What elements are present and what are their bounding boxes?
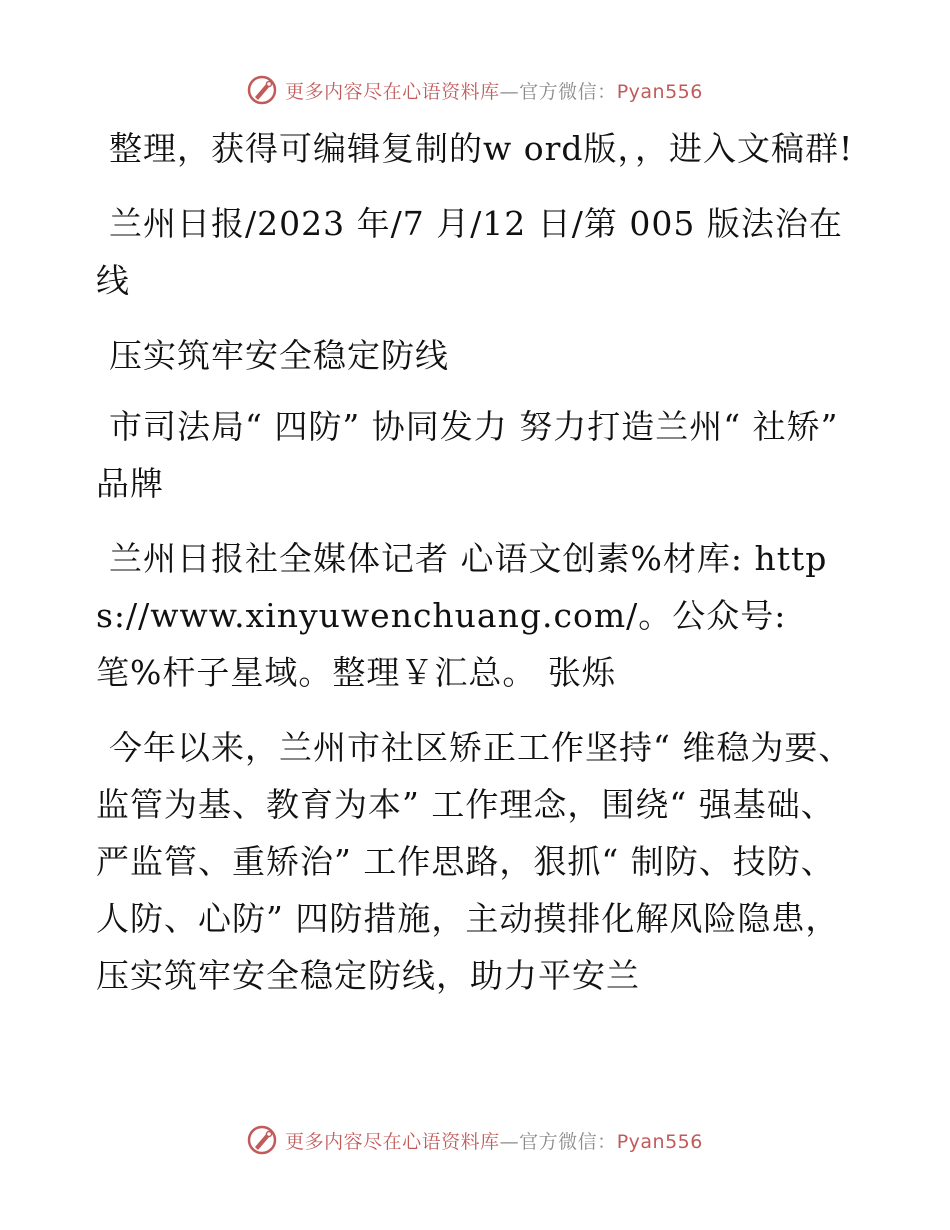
paragraph-byline: 兰州日报社全媒体记者 心语文创素%材库: https://www.xinyuwenchuang.com/。公众号: 笔%杆子星域。整理￥汇总。 张烁 xyxy=(96,539,828,692)
header-banner-account: Pyan556 xyxy=(616,80,703,103)
paragraph-body: 今年以来，兰州市社区矫正工作坚持“ 维稳为要、监管为基、教育为本” 工作理念，围绕“ 强基础、严监管、重矫治” 工作思路，狠抓“ 制防、技防、人防、心防” 四防措施，主动摸排化解风险隐患，压实筑牢安全稳定防线，助力平安兰 xyxy=(96,728,853,995)
footer-banner-prefix: 更多内容尽在心语资料库 xyxy=(285,1130,500,1153)
document-body xyxy=(96,120,856,1022)
article-title: 压实筑牢安全稳定防线 xyxy=(109,336,449,375)
footer-banner-text xyxy=(285,1127,703,1154)
header-banner-text xyxy=(285,77,703,104)
header-banner-separator: —官方微信： xyxy=(499,80,617,103)
paragraph-intro: 整理，获得可编辑复制的w ord版，，进入文稿群! xyxy=(109,129,854,168)
footer-banner-account: Pyan556 xyxy=(616,1130,703,1153)
header-banner xyxy=(0,72,950,108)
pen-logo-icon xyxy=(247,1125,277,1155)
article-subtitle: 市司法局“ 四防” 协同发力 努力打造兰州“ 社矫” 品牌 xyxy=(96,407,839,503)
footer-banner-separator: —官方微信： xyxy=(499,1130,617,1153)
footer-banner xyxy=(0,1122,950,1158)
pen-logo-icon xyxy=(247,75,277,105)
header-banner-prefix: 更多内容尽在心语资料库 xyxy=(285,80,500,103)
paragraph-source: 兰州日报/2023 年/7 月/12 日/第 005 版法治在线 xyxy=(96,204,843,300)
